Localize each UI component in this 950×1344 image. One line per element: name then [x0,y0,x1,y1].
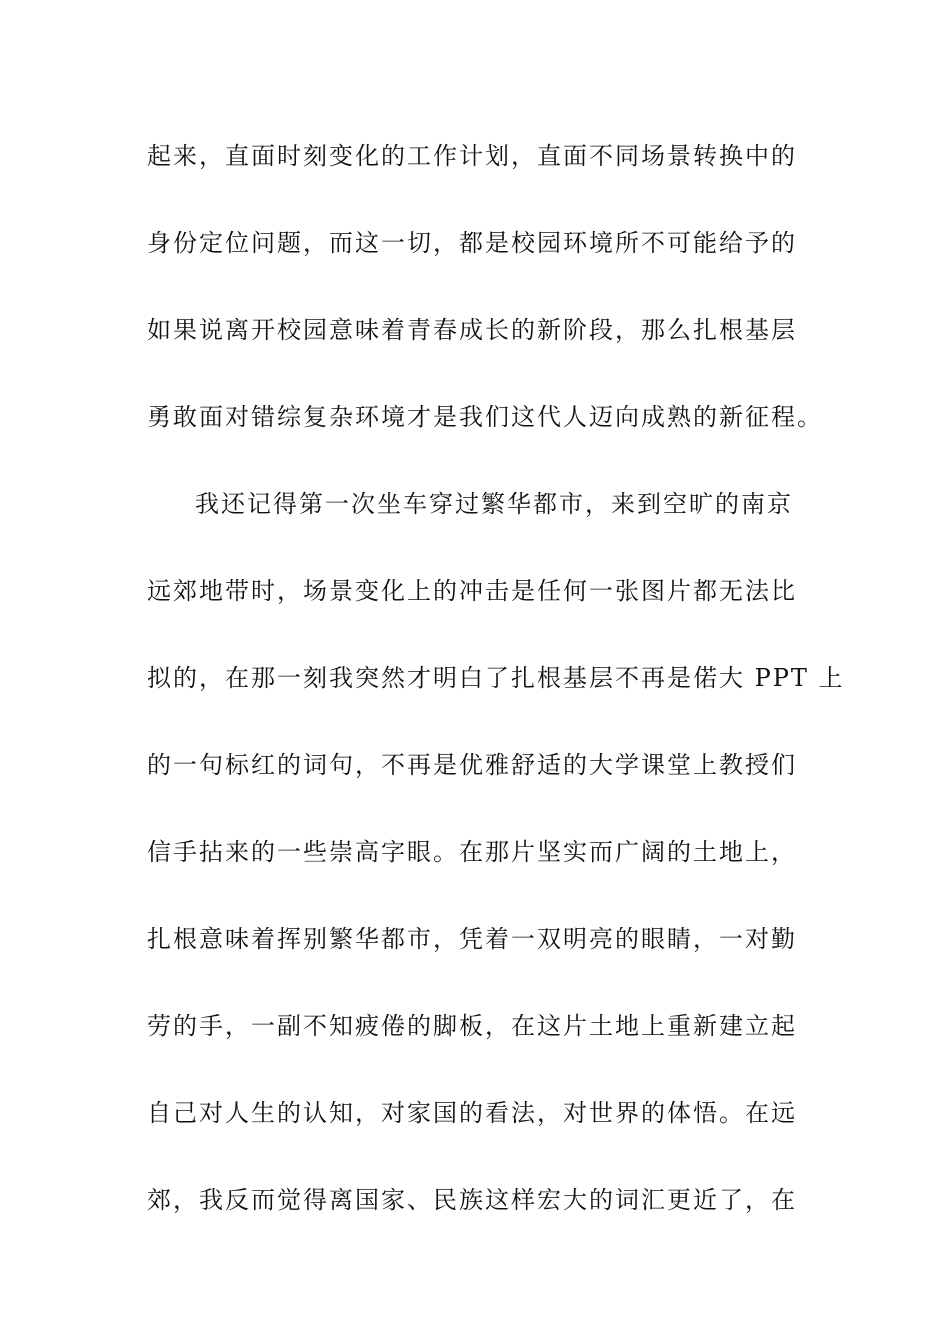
text-line: 拟的，在那一刻我突然才明白了扎根基层不再是偌大 PPT 上 [147,664,845,692]
text-line: 劳的手，一副不知疲倦的脚板，在这片土地上重新建立起 [147,1012,797,1040]
text-line: 如果说离开校园意味着青春成长的新阶段，那么扎根基层 [147,316,797,344]
text-line: 信手拈来的一些崇高字眼。在那片坚实而广阔的土地上， [147,838,797,866]
text-line: 身份定位问题，而这一切，都是校园环境所不可能给予的 [147,229,797,257]
text-line: 郊，我反而觉得离国家、民族这样宏大的词汇更近了，在 [147,1186,797,1214]
text-line: 扎根意味着挥别繁华都市，凭着一双明亮的眼睛，一对勤 [147,925,797,953]
text-line: 自己对人生的认知，对家国的看法，对世界的体悟。在远 [147,1099,797,1127]
text-line: 远郊地带时，场景变化上的冲击是任何一张图片都无法比 [147,577,797,605]
text-line: 我还记得第一次坐车穿过繁华都市，来到空旷的南京 [195,490,793,518]
text-line: 的一句标红的词句，不再是优雅舒适的大学课堂上教授们 [147,751,797,779]
text-line: 起来，直面时刻变化的工作计划，直面不同场景转换中的 [147,142,797,170]
text-line: 勇敢面对错综复杂环境才是我们这代人迈向成熟的新征程。 [147,403,823,431]
